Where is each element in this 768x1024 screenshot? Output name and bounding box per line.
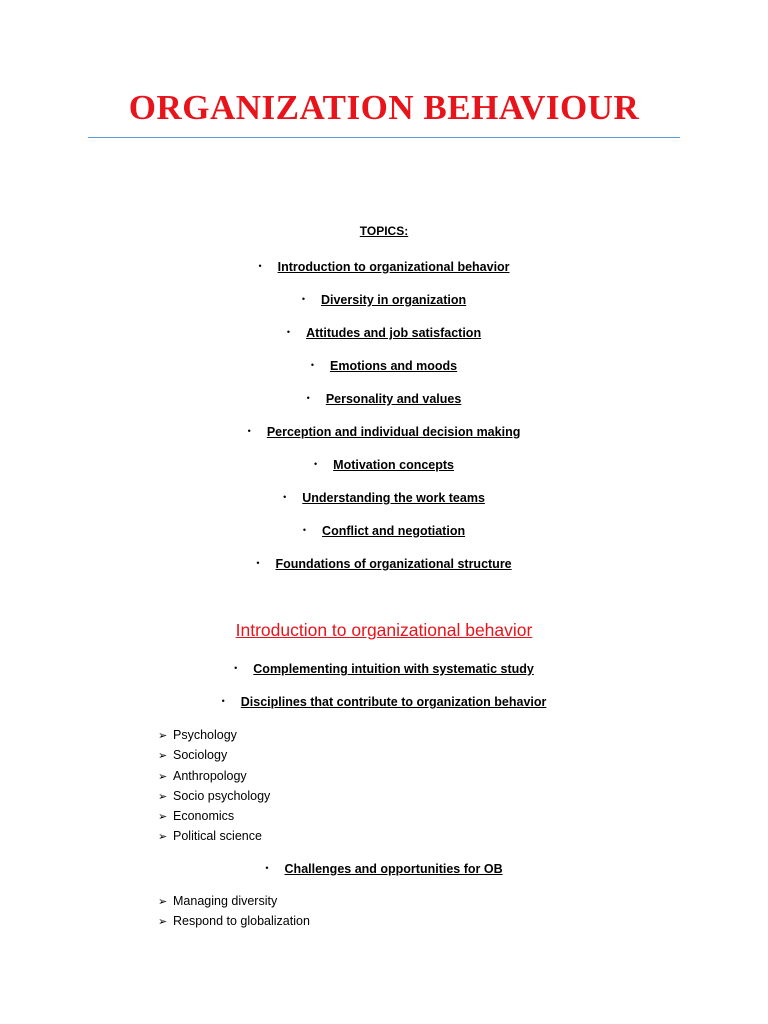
bullet-icon: • [286,327,291,337]
discipline-label: Anthropology [173,768,247,783]
bullet-icon: • [306,393,310,403]
topic-label: Diversity in organization [320,293,467,307]
bullet-icon: • [258,261,262,271]
arrow-bullet-icon: ➢ [158,896,168,908]
list-item [158,788,270,808]
list-item [158,768,270,788]
bullet-icon: • [310,360,315,370]
topic-label: Understanding the work teams [302,491,485,505]
bullet-icon: • [256,558,260,568]
list-item [158,747,270,767]
bullet-icon: • [302,525,307,535]
topics-list [0,258,768,588]
bullet-icon: • [283,492,287,502]
list-item [0,258,768,291]
list-item [0,390,768,423]
arrow-bullet-icon: ➢ [158,730,168,742]
challenge-label: Managing diversity [173,894,278,908]
list-item [158,828,270,848]
topic-label: Personality and values [325,392,462,406]
list-item [0,522,768,555]
list-item [0,291,768,324]
section-heading: Introduction to organizational behavior [235,620,533,640]
list-item [0,357,768,390]
discipline-label: Political science [173,829,262,844]
list-item [0,860,768,893]
bullet-icon: • [314,459,318,469]
arrow-bullet-icon: ➢ [158,790,168,803]
topic-label: Attitudes and job satisfaction [306,326,482,340]
list-item [0,489,768,522]
bullet-icon: • [221,696,225,706]
arrow-bullet-icon: ➢ [158,916,168,929]
list-item [0,423,768,456]
list-item [0,324,768,357]
disciplines-list [158,727,270,849]
topics-label: TOPICS: [359,224,409,238]
point-label: Complementing intuition with systematic study [253,662,534,676]
topic-label: Introduction to organizational behavior [277,260,510,274]
challenges-point-list [0,860,768,893]
topic-label: Foundations of organizational structure [275,557,512,571]
bullet-icon: • [234,663,238,673]
list-item [0,456,768,489]
point-label: Disciplines that contribute to organization behavior [240,695,547,709]
list-item [158,808,270,828]
discipline-label: Psychology [173,728,237,742]
discipline-label: Socio psychology [173,788,271,803]
list-item [158,913,310,933]
title-divider [88,137,680,138]
topic-label: Conflict and negotiation [322,524,466,538]
intro-points-list [0,660,768,726]
discipline-label: Economics [173,809,235,824]
arrow-bullet-icon: ➢ [158,770,168,783]
arrow-bullet-icon: ➢ [158,831,168,844]
arrow-bullet-icon: ➢ [158,811,168,824]
topic-label: Emotions and moods [330,359,458,373]
list-item [158,893,310,913]
topic-label: Perception and individual decision making [266,425,521,439]
list-item [0,693,768,726]
document-title: ORGANIZATION BEHAVIOUR [128,88,640,127]
challenges-list [158,893,310,934]
arrow-bullet-icon: ➢ [158,750,168,763]
list-item [0,660,768,693]
bullet-icon: • [247,426,251,436]
bullet-icon: • [265,863,269,873]
topic-label: Motivation concepts [333,458,454,472]
list-item [158,727,270,747]
challenge-label: Respond to globalization [173,914,310,929]
bullet-icon: • [301,294,305,304]
point-label: Challenges and opportunities for OB [284,862,503,876]
discipline-label: Sociology [173,748,228,763]
list-item [0,555,768,588]
